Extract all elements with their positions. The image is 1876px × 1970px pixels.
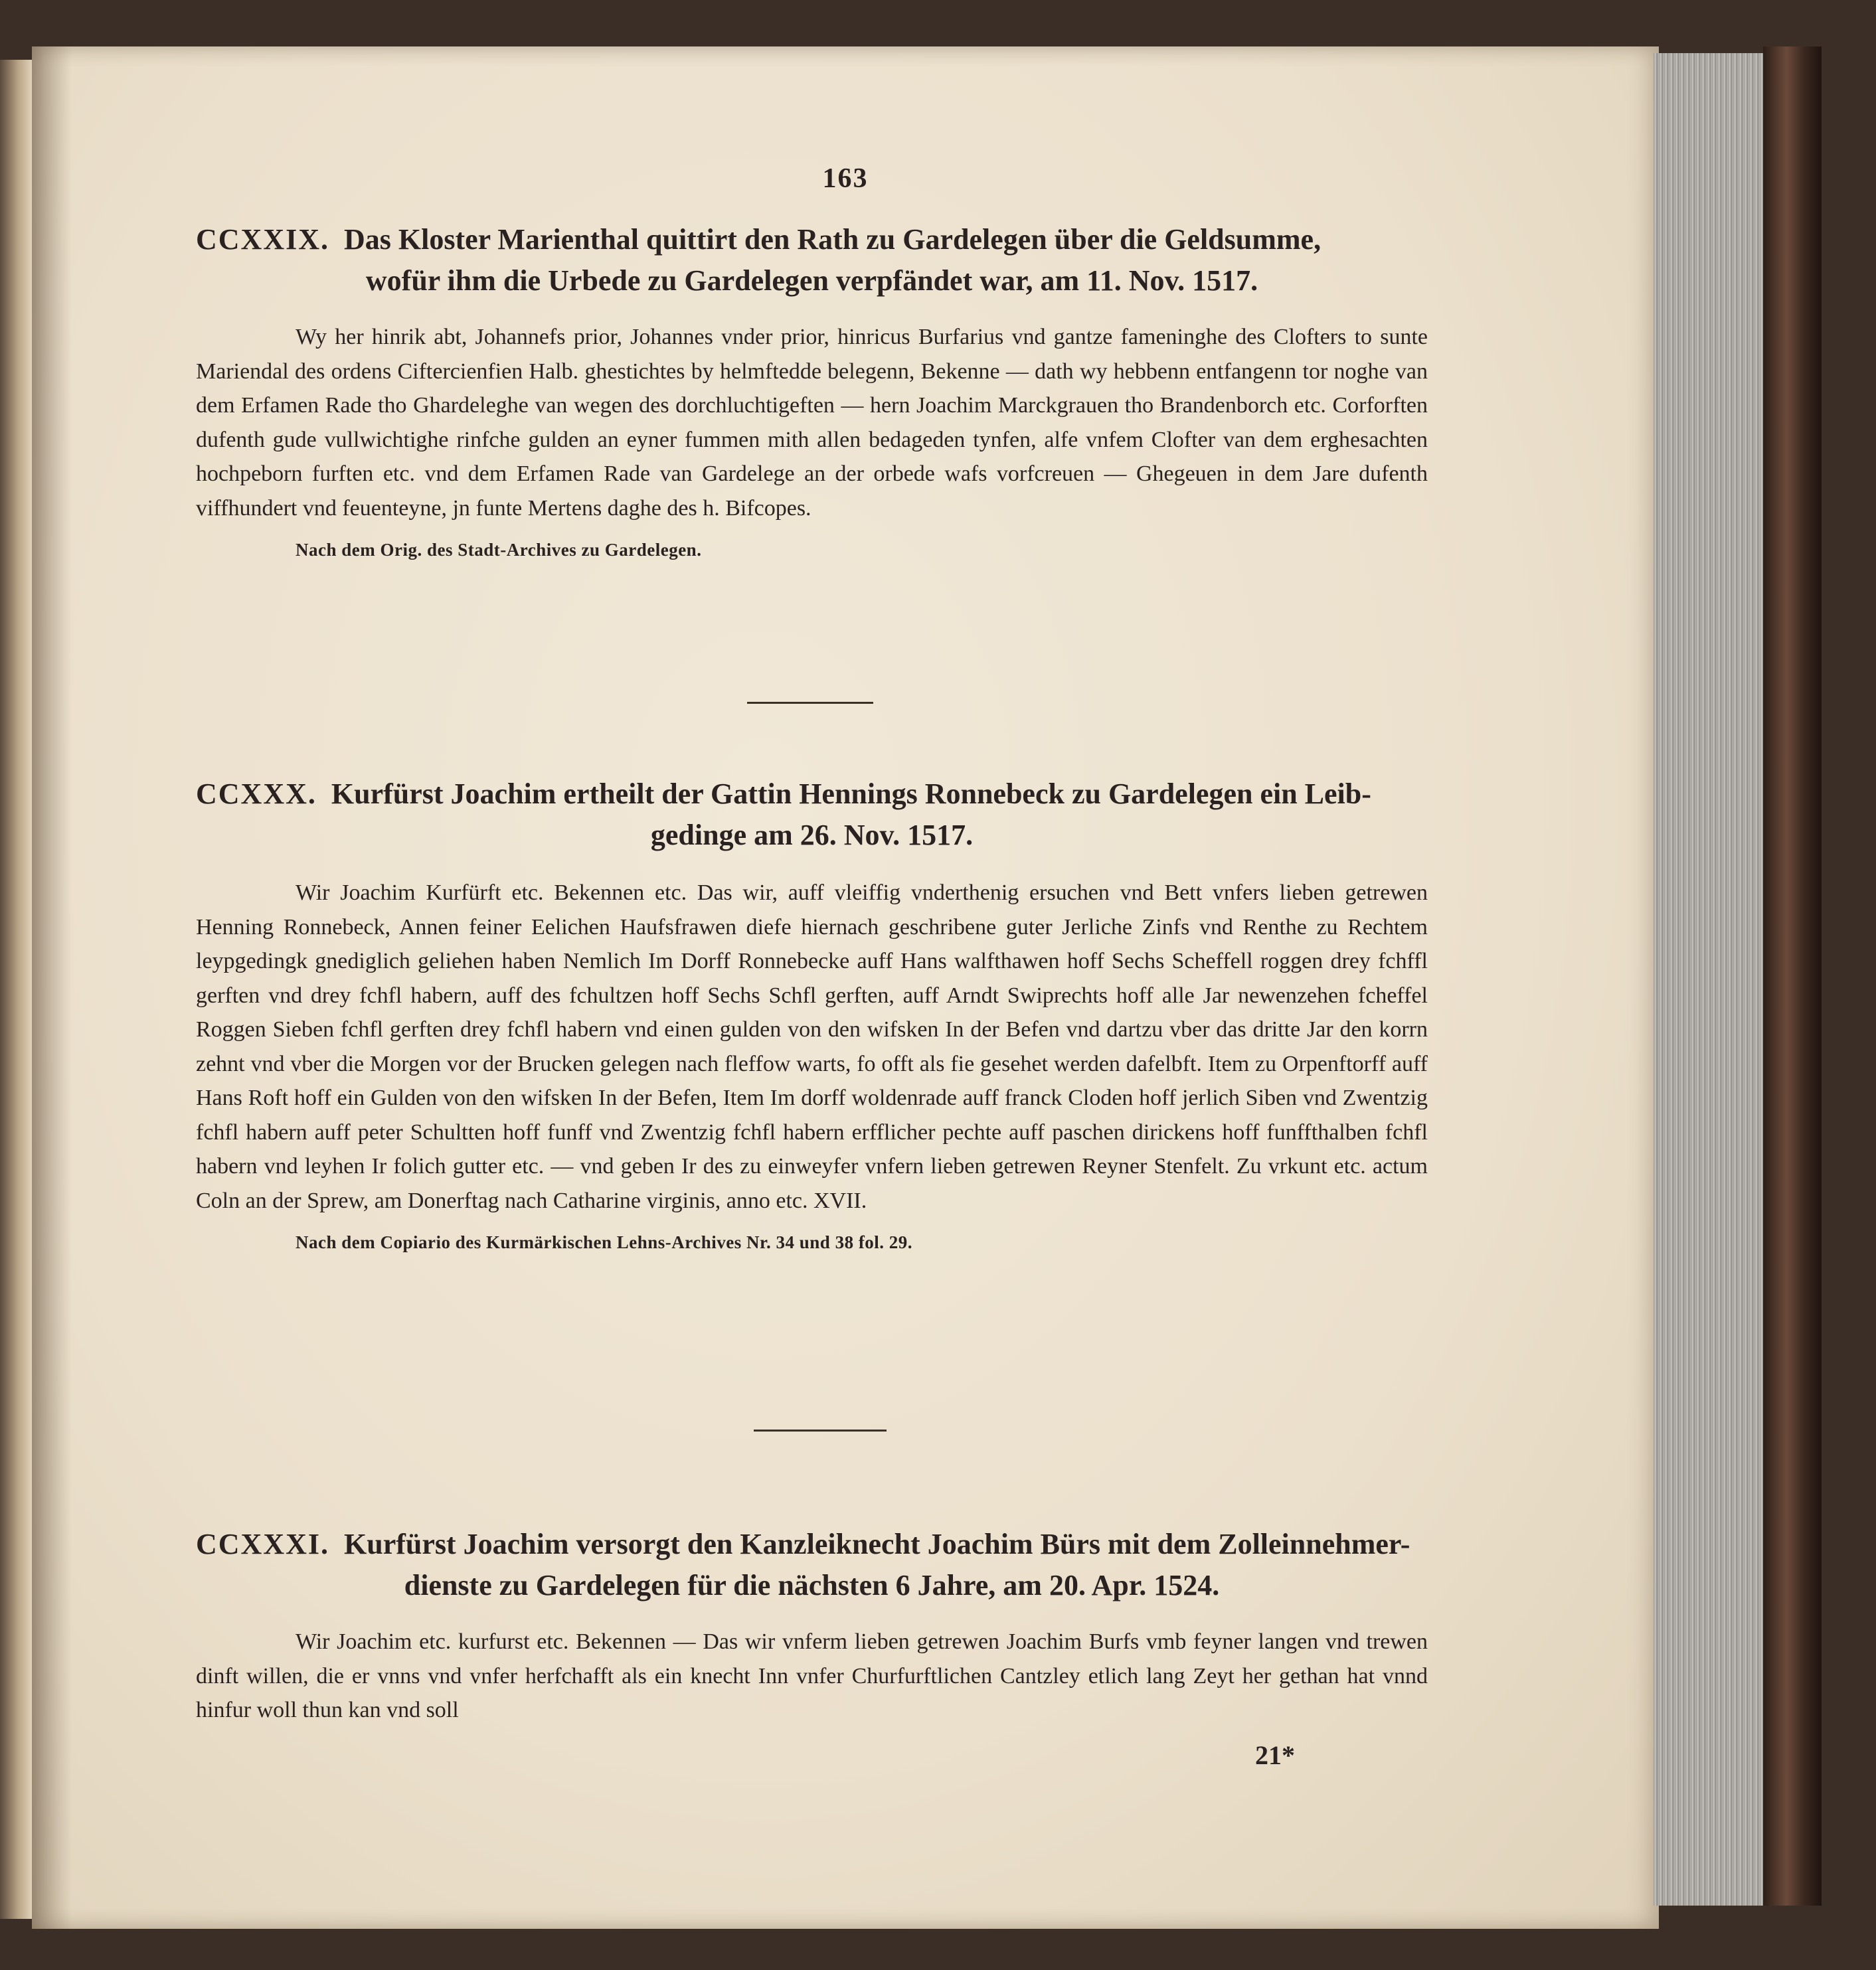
document-section-ccxxx <box>196 774 1428 1253</box>
book-cover-edge <box>1763 46 1822 1906</box>
page-gutter-shadow <box>32 46 72 1929</box>
section-number: CCXXXI. <box>196 1528 329 1560</box>
section-source: Nach dem Orig. des Stadt-Archives zu Gardelegen. <box>296 540 702 560</box>
printer-signature-mark: 21* <box>1255 1740 1295 1770</box>
section-heading <box>196 219 1428 301</box>
document-section-ccxxix <box>196 219 1428 560</box>
section-number: CCXXIX. <box>196 223 329 256</box>
section-source: Nach dem Copiario des Kurmärkischen Lehns-Archives Nr. 34 und 38 fol. 29. <box>296 1232 913 1252</box>
section-title-line2: gedinge am 26. Nov. 1517. <box>650 819 974 851</box>
section-number: CCXXX. <box>196 778 317 810</box>
previous-page-edge <box>0 60 33 1919</box>
section-title-line2: wofür ihm die Urbede zu Gardelegen verpfändet war, am 11. Nov. 1517. <box>365 264 1258 297</box>
section-divider <box>747 702 873 704</box>
section-body: Wir Joachim Kurfürft etc. Bekennen etc. Das wir, auff vleiffig vnderthenig ersuchen vnd Bett vnfers lieben getrewen Henning Ronnebeck, Annen feiner Eelichen Haufsfrawen diefe hiernach geschribene guter Jerliche Zinfs vnd Renthe zu Rechtem leypgedingk gnediglich geliehen haben Nemlich Im Dorff Ronnebecke auff Hans walfthawen hoff Sechs Scheffell roggen drey fchffl gerften vnd drey fchfl habern, auff des fchultzen hoff Sechs Schfl gerften, auff Arndt Swiprechts hoff alle Jar newenzehen fcheffel Roggen Sieben fchfl gerften drey fchfl habern vnd einen gulden von den wifsken In der Befen vnd dartzu vber das dritte Jar den korrn zehnt vnd vber die Morgen vor der Brucken gelegen nach fleffow warts, fo offt als fie gesehet werden dafelbft. Item zu Orpenftorff auff Hans Roft hoff ein Gulden von den wifsken In der Befen, Item Im dorff woldenrade auff franck Cloden hoff jerlich Siben vnd Zwentzig fchfl habern auff peter Schultten hoff funff vnd Zwentzig fchfl habern erfflicher pechte auff paschen dirickens hoff funffthalben fchfl habern vnd leyhen Ir folich gutter etc. — vnd geben Ir des zu einweyfer vnfern lieben getrewen Reyner Stenfelt. Zu vrkunt etc. actum Coln an der Sprew, am Donerftag nach Catharine virginis, anno etc. XVII. <box>196 880 1428 1213</box>
document-section-ccxxxi <box>196 1524 1428 1728</box>
section-body: Wir Joachim etc. kurfurst etc. Bekennen — Das wir vnferm lieben getrewen Joachim Burfs vmb feyner langen vnd trewen dinft willen, die er vnns vnd vnfer herfchafft als ein knecht Inn vnfer Churfurftlichen Cantzley etlich lang Zeyt her gethan hat vnnd hinfur woll thun kan vnd soll <box>196 1629 1428 1722</box>
section-title-line1: Kurfürst Joachim ertheilt der Gattin Hennings Ronnebeck zu Gardelegen ein Leib- <box>331 778 1371 810</box>
section-heading <box>196 774 1428 856</box>
section-title-line2: dienste zu Gardelegen für die nächsten 6 Jahre, am 20. Apr. 1524. <box>404 1569 1220 1601</box>
page-number: 163 <box>822 163 869 194</box>
section-heading <box>196 1524 1428 1606</box>
section-title-line1: Kurfürst Joachim versorgt den Kanzleiknecht Joachim Bürs mit dem Zolleinnehmer- <box>344 1528 1410 1560</box>
section-divider <box>754 1430 887 1432</box>
book-fore-edge <box>1654 53 1766 1906</box>
section-body: Wy her hinrik abt, Johannefs prior, Johannes vnder prior, hinricus Burfarius vnd gantze fameninghe des Clofters to sunte Mariendal des ordens Ciftercienfien Halb. ghestichtes by helmftedde belegenn, Bekenne — dath wy hebbenn entfangenn tor noghe van dem Erfamen Rade tho Ghardeleghe van wegen des dorchluchtigeften — hern Joachim Marckgrauen tho Brandenborch etc. Corforften dufenth gude vullwichtighe rinfche gulden an eyner fummen mith allen bedageden tynfen, alfe vnfem Clofter van dem erghesachten hochpeborn furften etc. vnd dem Erfamen Rade van Gardelege an der orbede wafs vorfcreuen — Ghegeuen in dem Jare dufenth viffhundert vnd feuenteyne, jn funte Mertens daghe des h. Bifcopes. <box>196 325 1428 521</box>
section-title-line1: Das Kloster Marienthal quittirt den Rath zu Gardelegen über die Geldsumme, <box>344 223 1322 256</box>
